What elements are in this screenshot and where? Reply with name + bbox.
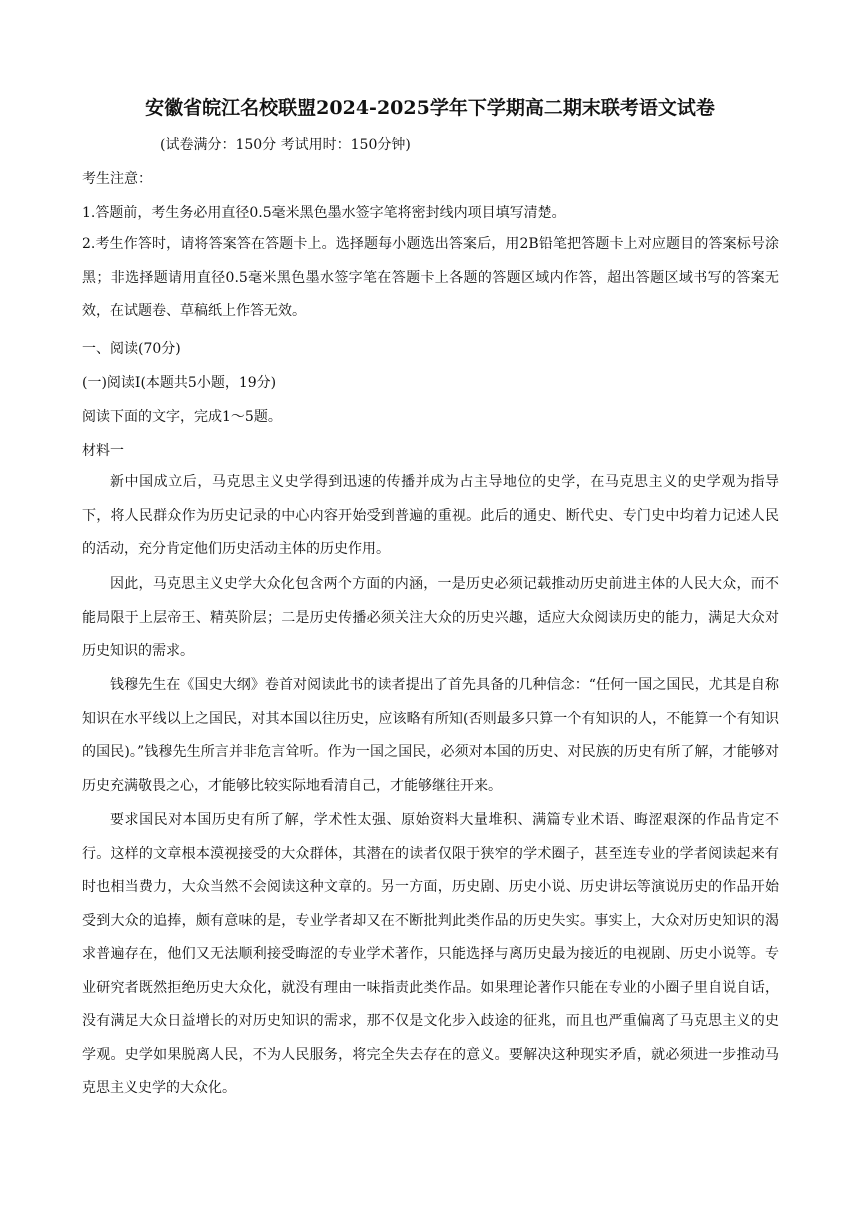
material-paragraph-1: 新中国成立后，马克思主义史学得到迅速的传播并成为占主导地位的史学，在马克思主义的史学观为指导下，将人民群众作为历史记录的中心内容开始受到普遍的重视。此后的通史、断代史、专门史中均着力记述人民的活动，充分肯定他们历史活动主体的历史作用。 xyxy=(82,474,779,557)
material-paragraph-2: 因此，马克思主义史学大众化包含两个方面的内涵，一是历史必须记载推动历史前进主体的人民大众，而不能局限于上层帝王、精英阶层；二是历史传播必须关注大众的历史兴趣，适应大众阅读历史的能力，满足大众对历史知识的需求。 xyxy=(82,576,779,659)
section-heading-reading: 一、阅读(70分) xyxy=(82,341,181,357)
reading-instruction: 阅读下面的文字，完成1～5题。 xyxy=(82,409,282,425)
material-label: 材料一 xyxy=(82,443,124,459)
notice-item-1: 1.答题前，考生务必用直径0.5毫米黑色墨水签字笔将密封线内项目填写清楚。 xyxy=(82,205,566,221)
exam-subtitle: (试卷满分：150分 考试用时：150分钟) xyxy=(160,137,411,153)
subsection-heading-reading-1: (一)阅读I(本题共5小题，19分) xyxy=(82,375,277,391)
notice-heading: 考生注意： xyxy=(82,171,152,187)
material-paragraph-3: 钱穆先生在《国史大纲》卷首对阅读此书的读者提出了首先具备的几种信念：“任何一国之国民，尤其是自称知识在水平线以上之国民，对其本国以往历史，应该略有所知(否则最多只算一个有知识的人，不能算一个有知识的国民)。”钱穆先生所言并非危言耸听。作为一国之国民，必须对本国的历史、对民族的历史有所了解，才能够对历史充满敬畏之心，才能够比较实际地看清自己，才能够继往开来。 xyxy=(82,677,779,794)
notice-item-2: 2.考生作答时，请将答案答在答题卡上。选择题每小题选出答案后，用2B铅笔把答题卡上对应题目的答案标号涂黑；非选择题请用直径0.5毫米黑色墨水签字笔在答题卡上各题的答题区域内作答，超出答题区域书写的答案无效，在试题卷、草稿纸上作答无效。 xyxy=(82,236,779,319)
material-paragraph-4: 要求国民对本国历史有所了解，学术性太强、原始资料大量堆积、满篇专业术语、晦涩艰深的作品肯定不行。这样的文章根本漠视接受的大众群体，其潜在的读者仅限于狭窄的学术圈子，甚至连专业的学者阅读起来有时也相当费力，大众当然不会阅读这种文章的。另一方面，历史剧、历史小说、历史讲坛等演说历史的作品开始受到大众的追捧，颇有意味的是，专业学者却又在不断批判此类作品的历史失实。事实上，大众对历史知识的渴求普遍存在，他们又无法顺利接受晦涩的专业学术著作，只能选择与离历史最为接近的电视剧、历史小说等。专业研究者既然拒绝历史大众化，就没有理由一味指责此类作品。如果理论著作只能在专业的小圈子里自说自话，没有满足大众日益增长的对历史知识的需求，那不仅是文化步入歧途的征兆，而且也严重偏离了马克思主义的史学观。史学如果脱离人民，不为人民服务，将完全失去存在的意义。要解决这种现实矛盾，就必须进一步推动马克思主义史学的大众化。 xyxy=(82,812,779,1096)
exam-title: 安徽省皖江名校联盟2024-2025学年下学期高二期末联考语文试卷 xyxy=(145,97,715,119)
